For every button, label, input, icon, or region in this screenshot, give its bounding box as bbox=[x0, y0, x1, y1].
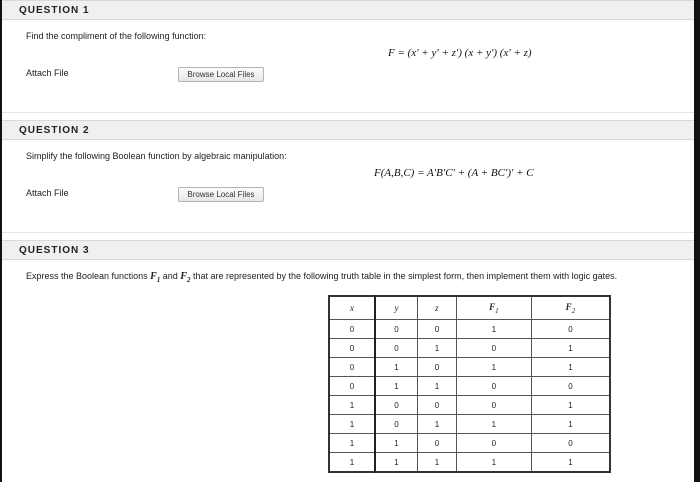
table-cell: 1 bbox=[531, 415, 610, 434]
f2-label: $F_2$ bbox=[180, 271, 191, 284]
table-cell: 0 bbox=[456, 377, 531, 396]
truth-table-header-row bbox=[329, 296, 610, 320]
question-3-header bbox=[2, 240, 694, 260]
question-3-prompt: Express the Boolean functions $F_1$ and $F_2$ that are represented by the following truth table in the simplest form, then implement them with logic gates. bbox=[26, 271, 618, 284]
table-cell: 0 bbox=[417, 396, 456, 415]
question-2-formula: F(A,B,C) = A'B'C' + (A + BC')' + C bbox=[374, 167, 534, 179]
table-cell: 1 bbox=[375, 434, 417, 453]
table-cell: 0 bbox=[329, 320, 375, 339]
table-cell: 1 bbox=[375, 377, 417, 396]
question-1-formula: F = (x' + y' + z') (x + y') (x' + z) bbox=[388, 47, 532, 59]
table-cell: 1 bbox=[375, 453, 417, 473]
table-cell: 0 bbox=[375, 320, 417, 339]
table-cell: 1 bbox=[456, 453, 531, 473]
question-2-attach-label: Attach File bbox=[26, 188, 69, 198]
table-cell: 1 bbox=[456, 320, 531, 339]
table-cell: 0 bbox=[456, 396, 531, 415]
table-cell: 0 bbox=[329, 339, 375, 358]
table-cell: 0 bbox=[329, 377, 375, 396]
table-row bbox=[329, 415, 610, 434]
table-cell: 1 bbox=[329, 453, 375, 473]
question-1-browse-button[interactable]: Browse Local Files bbox=[178, 67, 264, 82]
question-1-prompt: Find the compliment of the following function: bbox=[26, 31, 207, 41]
question-2-title: QUESTION 2 bbox=[19, 125, 90, 136]
header-x: x bbox=[329, 296, 375, 320]
header-z: z bbox=[417, 296, 456, 320]
table-row bbox=[329, 377, 610, 396]
question-1-title: QUESTION 1 bbox=[19, 5, 90, 16]
header-f1: $F_1$ bbox=[456, 296, 531, 320]
table-cell: 0 bbox=[456, 434, 531, 453]
table-row bbox=[329, 434, 610, 453]
header-f2: $F_2$ bbox=[531, 296, 610, 320]
table-cell: 1 bbox=[417, 415, 456, 434]
question-2-browse-button[interactable]: Browse Local Files bbox=[178, 187, 264, 202]
table-cell: 1 bbox=[329, 415, 375, 434]
truth-table-body bbox=[329, 320, 610, 473]
table-cell: 1 bbox=[417, 377, 456, 396]
table-cell: 1 bbox=[329, 396, 375, 415]
table-cell: 0 bbox=[531, 320, 610, 339]
window-edge-right bbox=[694, 0, 700, 482]
table-row bbox=[329, 453, 610, 473]
table-cell: 1 bbox=[329, 434, 375, 453]
table-cell: 0 bbox=[329, 358, 375, 377]
table-cell: 1 bbox=[456, 358, 531, 377]
table-cell: 0 bbox=[417, 434, 456, 453]
question-1-attach-label: Attach File bbox=[26, 68, 69, 78]
table-cell: 0 bbox=[531, 377, 610, 396]
question-1-divider bbox=[2, 112, 694, 113]
truth-table bbox=[328, 295, 611, 473]
table-row bbox=[329, 320, 610, 339]
table-row bbox=[329, 396, 610, 415]
question-3-prompt-part1: Express the Boolean functions bbox=[26, 271, 151, 281]
table-row bbox=[329, 358, 610, 377]
table-cell: 0 bbox=[456, 339, 531, 358]
table-cell: 1 bbox=[531, 453, 610, 473]
table-cell: 1 bbox=[375, 358, 417, 377]
header-y: y bbox=[375, 296, 417, 320]
f1-label: $F_1$ bbox=[150, 271, 161, 284]
question-2-divider bbox=[2, 232, 694, 233]
table-cell: 1 bbox=[531, 358, 610, 377]
table-cell: 0 bbox=[417, 320, 456, 339]
table-cell: 1 bbox=[417, 453, 456, 473]
table-cell: 0 bbox=[375, 396, 417, 415]
table-row bbox=[329, 339, 610, 358]
question-2-header bbox=[2, 120, 694, 140]
question-2-prompt: Simplify the following Boolean function by algebraic manipulation: bbox=[26, 151, 287, 161]
table-cell: 1 bbox=[531, 396, 610, 415]
question-3-prompt-part2: that are represented by the following truth table in the simplest form, then implement them with logic gates. bbox=[190, 271, 618, 281]
question-3-title: QUESTION 3 bbox=[19, 245, 90, 256]
table-cell: 0 bbox=[375, 415, 417, 434]
table-cell: 0 bbox=[375, 339, 417, 358]
table-cell: 1 bbox=[531, 339, 610, 358]
question-1-header bbox=[2, 0, 694, 20]
table-cell: 0 bbox=[531, 434, 610, 453]
table-cell: 1 bbox=[417, 339, 456, 358]
table-cell: 0 bbox=[417, 358, 456, 377]
table-cell: 1 bbox=[456, 415, 531, 434]
